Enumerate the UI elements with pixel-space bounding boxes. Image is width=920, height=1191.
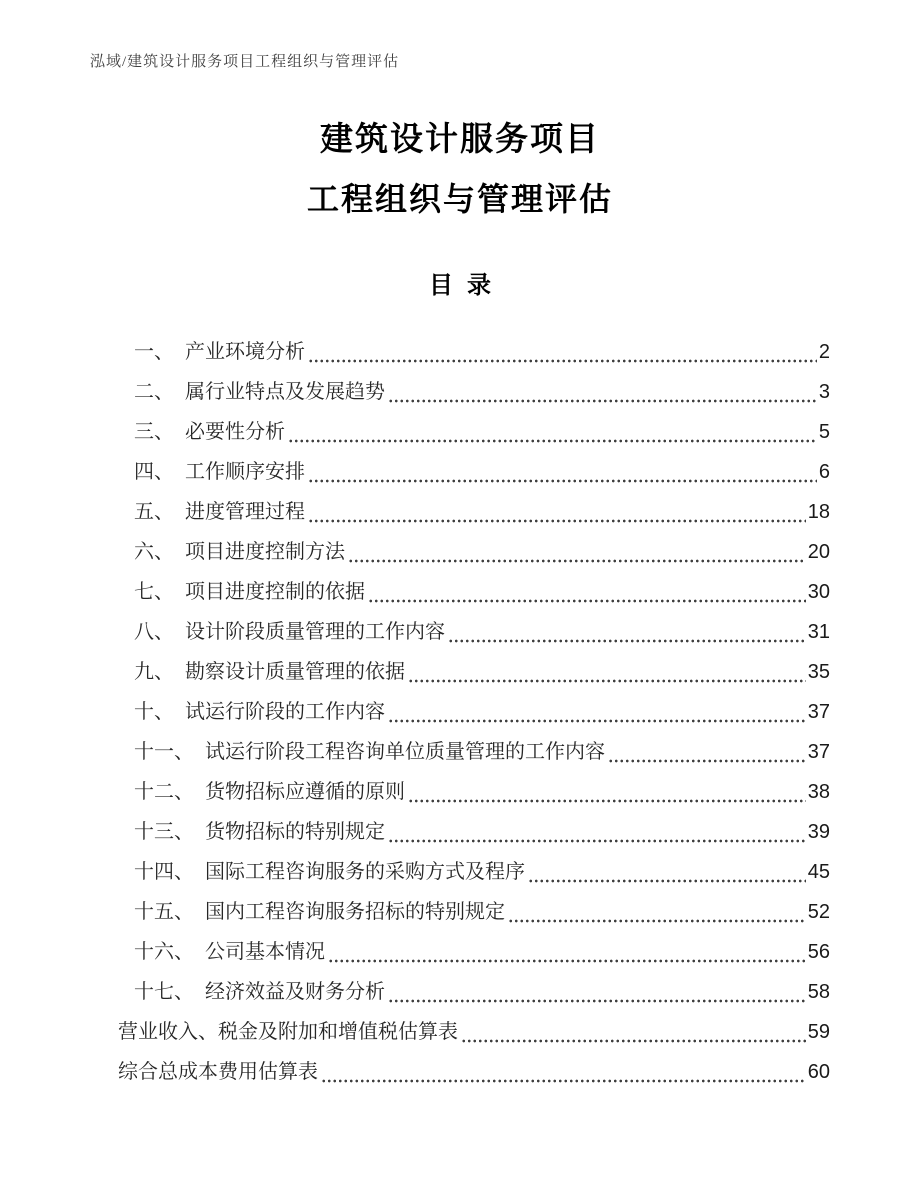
toc-page-number: 2 [818, 341, 830, 363]
toc-page-number: 31 [807, 621, 830, 643]
toc-page-number: 45 [807, 861, 830, 883]
document-title-line1: 建筑设计服务项目 [320, 120, 600, 157]
toc-entry-number: 十一、 [134, 741, 194, 763]
toc-dot-leader [308, 479, 817, 483]
toc-entry-title: 项目进度控制方法 [185, 541, 345, 563]
toc-entry-11[interactable] [90, 732, 830, 772]
toc-entry-number: 六、 [134, 541, 174, 563]
toc-entry-title: 试运行阶段工程咨询单位质量管理的工作内容 [205, 741, 605, 763]
toc-entry-number: 二、 [134, 381, 174, 403]
toc-dot-leader [448, 639, 806, 643]
toc-entry-title: 国际工程咨询服务的采购方式及程序 [205, 861, 525, 883]
toc-entry-number: 十四、 [134, 861, 194, 883]
toc-entry-number: 七、 [134, 581, 174, 603]
toc-entry-10[interactable] [90, 692, 830, 732]
toc-dot-leader [308, 359, 817, 363]
toc-entry-number: 五、 [134, 501, 174, 523]
toc-entry-6[interactable] [90, 532, 830, 572]
toc-entry-17[interactable] [90, 972, 830, 1012]
toc-entry-title: 必要性分析 [185, 421, 285, 443]
toc-entry-9[interactable] [90, 652, 830, 692]
toc-entry-number: 九、 [134, 661, 174, 683]
toc-entry-3[interactable] [90, 412, 830, 452]
toc-page-number: 35 [807, 661, 830, 683]
toc-dot-leader [508, 919, 806, 923]
toc-entry-title: 公司基本情况 [205, 941, 325, 963]
toc-entry-2[interactable] [90, 372, 830, 412]
toc-entry-title: 项目进度控制的依据 [185, 581, 365, 603]
document-content [90, 0, 830, 1092]
toc-entry-title: 试运行阶段的工作内容 [185, 701, 385, 723]
toc-page-number: 59 [807, 1021, 830, 1043]
toc-entry-number: 一、 [134, 341, 174, 363]
toc-entry-number: 四、 [134, 461, 174, 483]
toc-entry-number: 十五、 [134, 901, 194, 923]
toc-entry-5[interactable] [90, 492, 830, 532]
toc-entry-7[interactable] [90, 572, 830, 612]
toc-dot-leader [408, 679, 806, 683]
toc-dot-leader [461, 1039, 806, 1043]
toc-dot-leader [388, 839, 806, 843]
toc-dot-leader [528, 879, 806, 883]
toc-entry-number: 十六、 [134, 941, 194, 963]
toc-entry-title: 属行业特点及发展趋势 [185, 381, 385, 403]
toc-dot-leader [388, 719, 806, 723]
toc-entry-title: 工作顺序安排 [185, 461, 305, 483]
toc-entry-title: 勘察设计质量管理的依据 [185, 661, 405, 683]
toc-page-number: 37 [807, 701, 830, 723]
toc-entry-12[interactable] [90, 772, 830, 812]
toc-entry-number: 八、 [134, 621, 174, 643]
toc-dot-leader [308, 519, 806, 523]
toc-entry-title: 产业环境分析 [185, 341, 305, 363]
toc-entry-18[interactable] [90, 1012, 830, 1052]
toc-page-number: 60 [807, 1061, 830, 1083]
toc-entry-4[interactable] [90, 452, 830, 492]
toc-dot-leader [388, 399, 817, 403]
toc-page-number: 52 [807, 901, 830, 923]
toc-entry-number: 十、 [134, 701, 174, 723]
toc-page-number: 20 [807, 541, 830, 563]
toc-entry-title: 货物招标应遵循的原则 [205, 781, 405, 803]
toc-entry-title: 设计阶段质量管理的工作内容 [185, 621, 445, 643]
toc-page-number: 30 [807, 581, 830, 603]
toc-dot-leader [608, 759, 806, 763]
toc-entry-13[interactable] [90, 812, 830, 852]
toc-entry-title: 经济效益及财务分析 [205, 981, 385, 1003]
toc-page-number: 6 [818, 461, 830, 483]
toc-list [90, 332, 830, 1092]
toc-page-number: 37 [807, 741, 830, 763]
toc-entry-16[interactable] [90, 932, 830, 972]
toc-entry-number: 十七、 [134, 981, 194, 1003]
toc-entry-title: 进度管理过程 [185, 501, 305, 523]
toc-entry-15[interactable] [90, 892, 830, 932]
toc-page-number: 58 [807, 981, 830, 1003]
document-header-watermark: 泓域/建筑设计服务项目工程组织与管理评估 [90, 54, 400, 70]
toc-page-number: 39 [807, 821, 830, 843]
toc-dot-leader [368, 599, 806, 603]
toc-entry-8[interactable] [90, 612, 830, 652]
toc-dot-leader [408, 799, 806, 803]
toc-page-number: 3 [818, 381, 830, 403]
toc-entry-number: 十三、 [134, 821, 194, 843]
toc-entry-19[interactable] [90, 1052, 830, 1092]
toc-entry-14[interactable] [90, 852, 830, 892]
toc-page-number: 18 [807, 501, 830, 523]
toc-entry-title: 综合总成本费用估算表 [118, 1061, 318, 1083]
toc-entry-number: 三、 [134, 421, 174, 443]
toc-dot-leader [288, 439, 817, 443]
toc-entry-title: 货物招标的特别规定 [205, 821, 385, 843]
toc-entry-title: 营业收入、税金及附加和增值税估算表 [118, 1021, 458, 1043]
toc-dot-leader [348, 559, 806, 563]
toc-entry-1[interactable] [90, 332, 830, 372]
toc-page-number: 5 [818, 421, 830, 443]
toc-entry-number: 十二、 [134, 781, 194, 803]
toc-dot-leader [388, 999, 806, 1003]
toc-page-number: 38 [807, 781, 830, 803]
toc-page-number: 56 [807, 941, 830, 963]
toc-dot-leader [328, 959, 806, 963]
toc-entry-title: 国内工程咨询服务招标的特别规定 [205, 901, 505, 923]
toc-dot-leader [321, 1079, 806, 1083]
document-title-line2: 工程组织与管理评估 [306, 181, 613, 217]
toc-heading: 目录 [429, 273, 505, 299]
